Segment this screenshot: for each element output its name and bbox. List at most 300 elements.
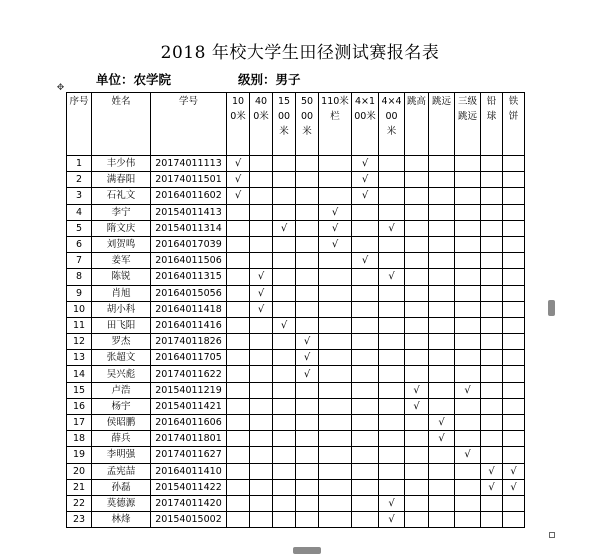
check-mark-icon: √ xyxy=(503,463,525,479)
event-cell-e400 xyxy=(250,188,273,204)
event-cell-lj xyxy=(429,253,455,269)
event-cell-e110h xyxy=(319,334,352,350)
student-id: 20174011622 xyxy=(151,366,227,382)
check-mark-icon: √ xyxy=(273,220,296,236)
check-mark-icon: √ xyxy=(352,253,379,269)
event-cell-e100 xyxy=(227,350,250,366)
row-number: 13 xyxy=(67,350,92,366)
event-cell-r4x100 xyxy=(352,269,379,285)
event-cell-lj xyxy=(429,366,455,382)
header-e1500: 1500米 xyxy=(273,93,296,156)
student-id: 20164011506 xyxy=(151,253,227,269)
check-mark-icon: √ xyxy=(379,269,405,285)
event-cell-tj xyxy=(455,253,481,269)
event-cell-e1500 xyxy=(273,350,296,366)
event-cell-sp xyxy=(481,350,503,366)
event-cell-e100 xyxy=(227,415,250,431)
event-cell-r4x100 xyxy=(352,236,379,252)
event-cell-e400 xyxy=(250,479,273,495)
student-id: 20154011219 xyxy=(151,382,227,398)
event-cell-lj xyxy=(429,382,455,398)
event-cell-e1500 xyxy=(273,334,296,350)
athlete-name: 孟宪喆 xyxy=(92,463,151,479)
event-cell-hj xyxy=(405,269,429,285)
event-cell-r4x100 xyxy=(352,317,379,333)
event-cell-dt xyxy=(503,334,525,350)
event-cell-e5000 xyxy=(296,398,319,414)
event-cell-e5000 xyxy=(296,479,319,495)
student-id: 20154011422 xyxy=(151,479,227,495)
check-mark-icon: √ xyxy=(503,479,525,495)
event-cell-tj xyxy=(455,188,481,204)
event-cell-sp xyxy=(481,334,503,350)
table-row xyxy=(67,188,525,204)
row-number: 19 xyxy=(67,447,92,463)
event-cell-e110h xyxy=(319,156,352,172)
student-id: 20164011410 xyxy=(151,463,227,479)
event-cell-e400 xyxy=(250,236,273,252)
event-cell-e400 xyxy=(250,431,273,447)
event-cell-r4x400 xyxy=(379,350,405,366)
event-cell-lj xyxy=(429,236,455,252)
row-number: 8 xyxy=(67,269,92,285)
event-cell-dt xyxy=(503,204,525,220)
row-number: 7 xyxy=(67,253,92,269)
athlete-name: 林烽 xyxy=(92,512,151,528)
event-cell-r4x400 xyxy=(379,415,405,431)
check-mark-icon: √ xyxy=(405,398,429,414)
event-cell-sp xyxy=(481,188,503,204)
event-cell-dt xyxy=(503,253,525,269)
level-label: 级别：男子 xyxy=(238,72,301,87)
event-cell-dt xyxy=(503,415,525,431)
event-cell-e1500 xyxy=(273,236,296,252)
student-id: 20174011501 xyxy=(151,172,227,188)
event-cell-r4x100 xyxy=(352,415,379,431)
event-cell-tj xyxy=(455,495,481,511)
student-id: 20164011418 xyxy=(151,301,227,317)
event-cell-e100 xyxy=(227,366,250,382)
event-cell-dt xyxy=(503,317,525,333)
event-cell-r4x400 xyxy=(379,156,405,172)
side-resize-handle[interactable] xyxy=(548,300,555,316)
student-id: 20164011606 xyxy=(151,415,227,431)
event-cell-r4x100 xyxy=(352,285,379,301)
event-cell-e1500 xyxy=(273,188,296,204)
event-cell-e100 xyxy=(227,253,250,269)
event-cell-r4x400 xyxy=(379,253,405,269)
check-mark-icon: √ xyxy=(352,172,379,188)
event-cell-e1500 xyxy=(273,512,296,528)
event-cell-sp xyxy=(481,156,503,172)
event-cell-r4x400 xyxy=(379,463,405,479)
row-number: 2 xyxy=(67,172,92,188)
student-id: 20154015002 xyxy=(151,512,227,528)
event-cell-e100 xyxy=(227,285,250,301)
athlete-name: 李宁 xyxy=(92,204,151,220)
event-cell-r4x100 xyxy=(352,398,379,414)
event-cell-r4x400 xyxy=(379,204,405,220)
event-cell-e5000 xyxy=(296,172,319,188)
event-cell-sp xyxy=(481,269,503,285)
check-mark-icon: √ xyxy=(481,479,503,495)
table-row xyxy=(67,366,525,382)
event-cell-e100 xyxy=(227,317,250,333)
header-name: 姓名 xyxy=(92,93,151,156)
event-cell-e5000 xyxy=(296,512,319,528)
event-cell-dt xyxy=(503,366,525,382)
row-number: 14 xyxy=(67,366,92,382)
event-cell-e400 xyxy=(250,463,273,479)
row-number: 21 xyxy=(67,479,92,495)
event-cell-r4x400 xyxy=(379,382,405,398)
event-cell-e110h xyxy=(319,301,352,317)
event-cell-e1500 xyxy=(273,447,296,463)
row-number: 17 xyxy=(67,415,92,431)
table-row xyxy=(67,350,525,366)
event-cell-r4x400 xyxy=(379,236,405,252)
athlete-name: 丰少伟 xyxy=(92,156,151,172)
event-cell-e5000 xyxy=(296,236,319,252)
check-mark-icon: √ xyxy=(227,156,250,172)
event-cell-hj xyxy=(405,479,429,495)
event-cell-e110h xyxy=(319,382,352,398)
event-cell-e1500 xyxy=(273,204,296,220)
event-cell-dt xyxy=(503,236,525,252)
check-mark-icon: √ xyxy=(379,220,405,236)
table-row xyxy=(67,431,525,447)
event-cell-sp xyxy=(481,204,503,220)
event-cell-e110h xyxy=(319,285,352,301)
header-e400: 400米 xyxy=(250,93,273,156)
event-cell-tj xyxy=(455,463,481,479)
event-cell-dt xyxy=(503,398,525,414)
table-row xyxy=(67,512,525,528)
event-cell-e100 xyxy=(227,431,250,447)
check-mark-icon: √ xyxy=(319,236,352,252)
athlete-name: 侯昭鹏 xyxy=(92,415,151,431)
event-cell-e110h xyxy=(319,398,352,414)
athlete-name: 莫德源 xyxy=(92,495,151,511)
event-cell-dt xyxy=(503,382,525,398)
header-tj: 三级跳远 xyxy=(455,93,481,156)
student-id: 20154011421 xyxy=(151,398,227,414)
check-mark-icon: √ xyxy=(455,447,481,463)
event-cell-hj xyxy=(405,334,429,350)
check-mark-icon: √ xyxy=(481,463,503,479)
event-cell-e5000 xyxy=(296,495,319,511)
event-cell-e400 xyxy=(250,156,273,172)
student-id: 20154011413 xyxy=(151,204,227,220)
event-cell-tj xyxy=(455,431,481,447)
event-cell-hj xyxy=(405,431,429,447)
event-cell-lj xyxy=(429,301,455,317)
event-cell-r4x100 xyxy=(352,512,379,528)
event-cell-e110h xyxy=(319,463,352,479)
check-mark-icon: √ xyxy=(319,204,352,220)
event-cell-e1500 xyxy=(273,431,296,447)
athlete-name: 满春阳 xyxy=(92,172,151,188)
athlete-name: 李明强 xyxy=(92,447,151,463)
event-cell-hj xyxy=(405,172,429,188)
event-cell-dt xyxy=(503,285,525,301)
event-cell-e1500 xyxy=(273,172,296,188)
event-cell-tj xyxy=(455,317,481,333)
event-cell-tj xyxy=(455,301,481,317)
event-cell-tj xyxy=(455,172,481,188)
header-dt: 铁饼 xyxy=(503,93,525,156)
move-handle-icon[interactable]: ✥ xyxy=(56,83,65,93)
event-cell-e110h xyxy=(319,415,352,431)
event-cell-r4x400 xyxy=(379,317,405,333)
event-cell-e5000 xyxy=(296,317,319,333)
row-number: 1 xyxy=(67,156,92,172)
event-cell-hj xyxy=(405,285,429,301)
event-cell-sp xyxy=(481,431,503,447)
athlete-name: 罗杰 xyxy=(92,334,151,350)
event-cell-e400 xyxy=(250,495,273,511)
event-cell-sp xyxy=(481,382,503,398)
event-cell-e400 xyxy=(250,366,273,382)
event-cell-e110h xyxy=(319,317,352,333)
event-cell-lj xyxy=(429,156,455,172)
event-cell-e110h xyxy=(319,495,352,511)
event-cell-r4x100 xyxy=(352,366,379,382)
header-e100: 100米 xyxy=(227,93,250,156)
event-cell-sp xyxy=(481,236,503,252)
event-cell-e1500 xyxy=(273,382,296,398)
event-cell-hj xyxy=(405,301,429,317)
athlete-name: 张超文 xyxy=(92,350,151,366)
event-cell-r4x100 xyxy=(352,447,379,463)
event-cell-e110h xyxy=(319,172,352,188)
unit-label: 单位：农学院 xyxy=(96,72,172,87)
table-row xyxy=(67,398,525,414)
event-cell-e1500 xyxy=(273,366,296,382)
event-cell-tj xyxy=(455,415,481,431)
event-cell-e100 xyxy=(227,236,250,252)
event-cell-e5000 xyxy=(296,269,319,285)
event-cell-e100 xyxy=(227,447,250,463)
event-cell-e1500 xyxy=(273,479,296,495)
event-cell-e110h xyxy=(319,350,352,366)
event-cell-lj xyxy=(429,512,455,528)
athlete-name: 姜军 xyxy=(92,253,151,269)
row-number: 5 xyxy=(67,220,92,236)
header-e5000: 5000米 xyxy=(296,93,319,156)
row-number: 9 xyxy=(67,285,92,301)
check-mark-icon: √ xyxy=(250,301,273,317)
event-cell-lj xyxy=(429,447,455,463)
check-mark-icon: √ xyxy=(455,382,481,398)
table-row xyxy=(67,204,525,220)
check-mark-icon: √ xyxy=(227,172,250,188)
event-cell-e400 xyxy=(250,334,273,350)
table-row xyxy=(67,285,525,301)
header-r4x100: 4×100米 xyxy=(352,93,379,156)
student-id: 20164011416 xyxy=(151,317,227,333)
event-cell-e400 xyxy=(250,204,273,220)
event-cell-dt xyxy=(503,350,525,366)
event-cell-e1500 xyxy=(273,253,296,269)
event-cell-tj xyxy=(455,512,481,528)
athlete-name: 杨宇 xyxy=(92,398,151,414)
event-cell-lj xyxy=(429,317,455,333)
event-cell-tj xyxy=(455,285,481,301)
student-id: 20164017039 xyxy=(151,236,227,252)
event-cell-lj xyxy=(429,398,455,414)
event-cell-tj xyxy=(455,220,481,236)
event-cell-sp xyxy=(481,447,503,463)
table-resize-corner[interactable] xyxy=(549,532,555,538)
event-cell-sp xyxy=(481,495,503,511)
event-cell-lj xyxy=(429,463,455,479)
event-cell-e400 xyxy=(250,317,273,333)
event-cell-e5000 xyxy=(296,285,319,301)
event-cell-e110h xyxy=(319,188,352,204)
event-cell-e1500 xyxy=(273,285,296,301)
event-cell-sp xyxy=(481,301,503,317)
event-cell-e400 xyxy=(250,172,273,188)
event-cell-r4x100 xyxy=(352,204,379,220)
table-row xyxy=(67,236,525,252)
event-cell-lj xyxy=(429,220,455,236)
table-row xyxy=(67,382,525,398)
header-hj: 跳高 xyxy=(405,93,429,156)
row-number: 12 xyxy=(67,334,92,350)
athlete-name: 陈锐 xyxy=(92,269,151,285)
event-cell-e400 xyxy=(250,512,273,528)
event-cell-hj xyxy=(405,495,429,511)
table-row xyxy=(67,317,525,333)
row-number: 11 xyxy=(67,317,92,333)
table-header-row xyxy=(67,93,525,156)
event-cell-e1500 xyxy=(273,495,296,511)
event-cell-tj xyxy=(455,156,481,172)
event-cell-e5000 xyxy=(296,415,319,431)
check-mark-icon: √ xyxy=(429,415,455,431)
event-cell-r4x100 xyxy=(352,495,379,511)
event-cell-e1500 xyxy=(273,463,296,479)
check-mark-icon: √ xyxy=(273,317,296,333)
student-id: 20174011627 xyxy=(151,447,227,463)
table-row xyxy=(67,269,525,285)
header-lj: 跳远 xyxy=(429,93,455,156)
event-cell-e1500 xyxy=(273,398,296,414)
header-sp: 铅球 xyxy=(481,93,503,156)
event-cell-dt xyxy=(503,301,525,317)
event-cell-e100 xyxy=(227,495,250,511)
event-cell-e5000 xyxy=(296,431,319,447)
event-cell-tj xyxy=(455,479,481,495)
event-cell-lj xyxy=(429,204,455,220)
event-cell-e400 xyxy=(250,382,273,398)
event-cell-sp xyxy=(481,398,503,414)
event-cell-lj xyxy=(429,269,455,285)
athlete-name: 隋文庆 xyxy=(92,220,151,236)
table-row xyxy=(67,220,525,236)
check-mark-icon: √ xyxy=(250,269,273,285)
event-cell-sp xyxy=(481,253,503,269)
row-number: 6 xyxy=(67,236,92,252)
event-cell-e1500 xyxy=(273,301,296,317)
event-cell-sp xyxy=(481,172,503,188)
event-cell-e110h xyxy=(319,366,352,382)
event-cell-lj xyxy=(429,188,455,204)
check-mark-icon: √ xyxy=(250,285,273,301)
check-mark-icon: √ xyxy=(379,495,405,511)
event-cell-dt xyxy=(503,220,525,236)
bottom-resize-handle[interactable] xyxy=(293,547,321,554)
athlete-name: 薛兵 xyxy=(92,431,151,447)
event-cell-lj xyxy=(429,172,455,188)
student-id: 20174011113 xyxy=(151,156,227,172)
event-cell-dt xyxy=(503,188,525,204)
event-cell-hj xyxy=(405,350,429,366)
student-id: 20154011314 xyxy=(151,220,227,236)
event-cell-e110h xyxy=(319,253,352,269)
event-cell-hj xyxy=(405,188,429,204)
student-id: 20164015056 xyxy=(151,285,227,301)
table-row xyxy=(67,301,525,317)
athlete-name: 胡小科 xyxy=(92,301,151,317)
check-mark-icon: √ xyxy=(319,220,352,236)
athlete-name: 卢浩 xyxy=(92,382,151,398)
event-cell-e400 xyxy=(250,415,273,431)
event-cell-r4x100 xyxy=(352,382,379,398)
event-cell-lj xyxy=(429,479,455,495)
table-row xyxy=(67,463,525,479)
event-cell-dt xyxy=(503,156,525,172)
event-cell-e100 xyxy=(227,204,250,220)
event-cell-r4x400 xyxy=(379,366,405,382)
event-cell-r4x400 xyxy=(379,479,405,495)
table-row xyxy=(67,495,525,511)
event-cell-r4x400 xyxy=(379,447,405,463)
event-cell-hj xyxy=(405,366,429,382)
check-mark-icon: √ xyxy=(352,188,379,204)
event-cell-sp xyxy=(481,317,503,333)
event-cell-hj xyxy=(405,204,429,220)
row-number: 4 xyxy=(67,204,92,220)
table-row xyxy=(67,253,525,269)
event-cell-sp xyxy=(481,366,503,382)
event-cell-r4x100 xyxy=(352,334,379,350)
event-cell-hj xyxy=(405,317,429,333)
row-number: 15 xyxy=(67,382,92,398)
event-cell-r4x100 xyxy=(352,350,379,366)
event-cell-r4x400 xyxy=(379,285,405,301)
event-cell-e100 xyxy=(227,269,250,285)
athlete-name: 刘贺鸣 xyxy=(92,236,151,252)
event-cell-sp xyxy=(481,285,503,301)
table-row xyxy=(67,334,525,350)
event-cell-r4x400 xyxy=(379,188,405,204)
event-cell-dt xyxy=(503,447,525,463)
event-cell-e400 xyxy=(250,398,273,414)
check-mark-icon: √ xyxy=(429,431,455,447)
event-cell-r4x400 xyxy=(379,301,405,317)
student-id: 20174011801 xyxy=(151,431,227,447)
event-cell-r4x100 xyxy=(352,220,379,236)
event-cell-e5000 xyxy=(296,382,319,398)
athlete-name: 石礼文 xyxy=(92,188,151,204)
check-mark-icon: √ xyxy=(379,512,405,528)
registration-table xyxy=(66,92,525,528)
student-id: 20174011420 xyxy=(151,495,227,511)
athlete-name: 田飞阳 xyxy=(92,317,151,333)
event-cell-e5000 xyxy=(296,220,319,236)
